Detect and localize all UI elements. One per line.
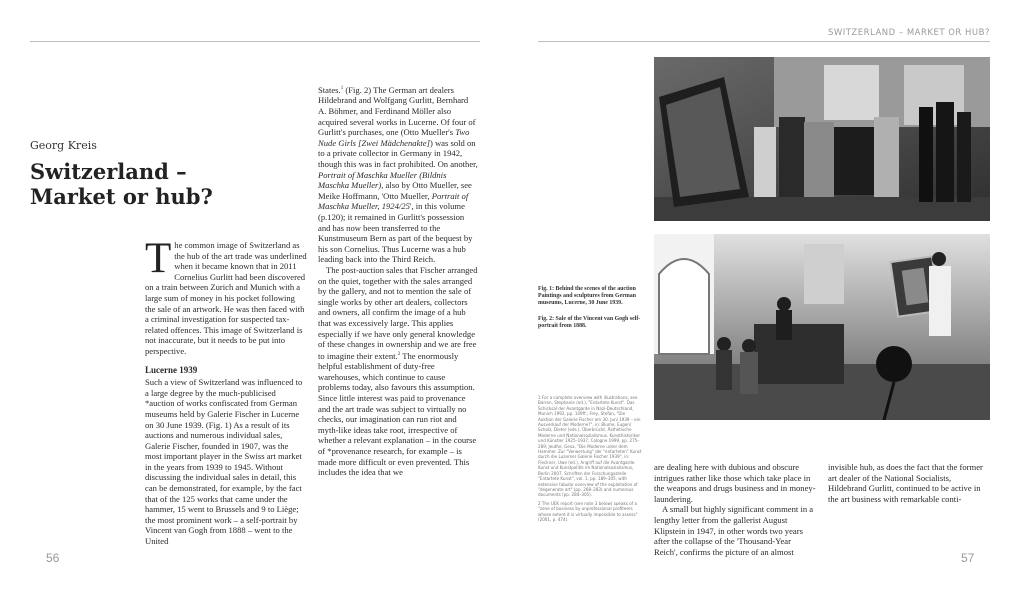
title-line-2: Market or hub? xyxy=(30,184,213,209)
footnotes xyxy=(538,395,642,522)
footnote-2: 2 The UEK report (see note 3 below) speaks of a "zone of business by unprofessional profiteers whose extent it is virtually impossible to assess" (2001, p. 474). xyxy=(538,500,638,522)
paragraph: invisible hub, as does the fact that the former art dealer of the National Socialists, Hildebrand Gurlitt, continued to be active in the art business with remarkable conti- xyxy=(828,462,983,504)
paragraph: Such a view of Switzerland was influenced to a large degree by the much-publicised *auction of works confiscated from German museums held by Galerie Fischer in Lucerne on 30 June 1939. (Fig. 1) As a result of its auctions and numerous individual sales, Galerie Fischer, founded in 1907, was the most important player in the Swiss art market in the years from 1939 to 1945. Without discussing the individual sales in detail, this can be demonstrated, for example, by the fact that of the 125 works that came under the hammer, 15 went to Brussels and 9 to Liège; the most prominent work – a self-portrait by Vincent van Gogh from 1888 – went to the United xyxy=(145,377,303,547)
paragraph: States.$^1$ (Fig. 2) The German art dealers Hildebrand and Wolfgang Gurlitt, Bernhard A. Böhmer, and Ferdinand Möller also acquired several works in Lucerne. Of four of Gurlitt's purchases, one (Otto Mueller's Two Nude Girls [Zwei Mädchenakte]) was sold on to a private collector in Germany in 1942, though this was in fact prohibited. On another, Portrait of Maschka Mueller (Bildnis Maschka Mueller), also by Otto Mueller, see Meike Hoffmann, 'Otto Mueller, Portrait of Maschka Mueller, 1924/25', in this volume (p.120); it remained in Gurlitt's possession and has now been transferred to the Kunstmuseum Bern as part of the bequest by his son Cornelius. Thus Lucerne was a hub leading back into the Third Reich. xyxy=(318,84,478,265)
intro-paragraph: The common image of Switzerland as the hub of the art trade was underlined when it became known that in 2011 Cornelius Gurlitt had been discovered on a train between Zurich and Munich with a large sum of money in his pocket following the sale of an artwork. He was then faced with a criminal investigation for suspected tax-related offences. This image of Switzerland is not inaccurate, but it needs to be put into perspective. xyxy=(145,235,307,356)
caption-fig-2: Fig. 2: Sale of the Vincent van Gogh self-portrait from 1888. xyxy=(538,316,641,329)
article-title xyxy=(30,159,290,209)
drop-cap: T xyxy=(145,235,172,282)
subhead-lucerne: Lucerne 1939 xyxy=(145,364,198,375)
title-line-1: Switzerland – xyxy=(30,159,187,184)
running-title: SWITZERLAND – MARKET OR HUB? xyxy=(827,28,990,38)
paragraph: A small but highly significant comment in a lengthy letter from the gallerist August Klipstein in 1947, in other words two years after the collapse of the 'Thousand-Year Reich', confirms the picture of an almost xyxy=(654,504,814,557)
column-3 xyxy=(654,462,816,557)
column-2 xyxy=(318,84,478,478)
top-rule-left xyxy=(30,41,480,42)
page-number-left: 56 xyxy=(46,551,60,565)
footnote-1: 1 For a complete overview with illustrations, see Barron, Stephanie (ed.), "Entartete Kunst". Das Schicksal der Avantgarde in Nazi-Deutschland, Munich 1992, pp. 149ff.; Frey, Stefan, "Die Auktion der Galerie Fischer am 30. Juni 1939 – ein Ausverkauf der Moderne?", in: Blume, Eugen/ Scholz, Dieter (eds.), Überbrückt. Ästhetische Moderne und Nationalsozialismus. Kunsthistoriker und Künstler 1925–1937, Cologne 1999, pp. 275–289; Jeuthe, Gesa, "Die Moderne unter dem Hammer. Zur "Verwertung" der "entarteten" Kunst durch die Luzerner Galerie Fischer 1939", in: Fleckner, Uwe (ed.), Angriff auf die Avantgarde. Kunst und Kunstpolitik im Nationalsozialismus, Berlin 2007. Schriften der Forschungsstelle "Entartete Kunst", vol. 1, pp. 189–305, with extensive tabular overview of the exploitation of "degenerate art" (pp. 268–283) and numerous documents (pp. 284–305). xyxy=(538,395,642,498)
author-name: Georg Kreis xyxy=(30,139,97,152)
footnote-ref-1[interactable]: 1 xyxy=(340,86,344,91)
top-rule-right xyxy=(538,41,990,42)
column-1 xyxy=(145,235,307,547)
paragraph: The post-auction sales that Fischer arranged on the quiet, together with the sales arranged by the gallery, and not to mention the sale of single works by other art dealers, collectors and owners, all confirm the image of a hub that was excessively large. This applies especially if we have only general knowledge of these changes in ownership and we are free to imagine their extent.$^2$ The enormously helpful establishment of duty-free warehouses, which continue to cause problems today, also favours this assumption. Since little interest was paid to provenance and the art trade was subject to virtually no checks, our imagination can run riot and myth-like ideas take root, irrespective of whether a relevant explanation – in the course of *provenance research, for example – is made more difficult or even prevented. This includes the idea that we xyxy=(318,264,478,478)
photo-auction-backstage xyxy=(654,57,990,221)
photo-auction-backstage-image xyxy=(654,57,990,221)
page-number-right: 57 xyxy=(961,551,975,565)
paragraph: are dealing here with dubious and obscure intrigues rather like those which take place in the weapons and drugs business and in money-laundering. xyxy=(654,462,816,504)
column-4 xyxy=(828,462,990,504)
footnote-ref-2[interactable]: 2 xyxy=(397,351,401,357)
photo-van-gogh-sale xyxy=(654,234,990,420)
photo-van-gogh-sale-image xyxy=(654,234,990,420)
caption-fig-1: Fig. 1: Behind the scenes of the auction Paintings and sculptures from German museums, Lucerne, 30 June 1939. xyxy=(538,286,636,306)
